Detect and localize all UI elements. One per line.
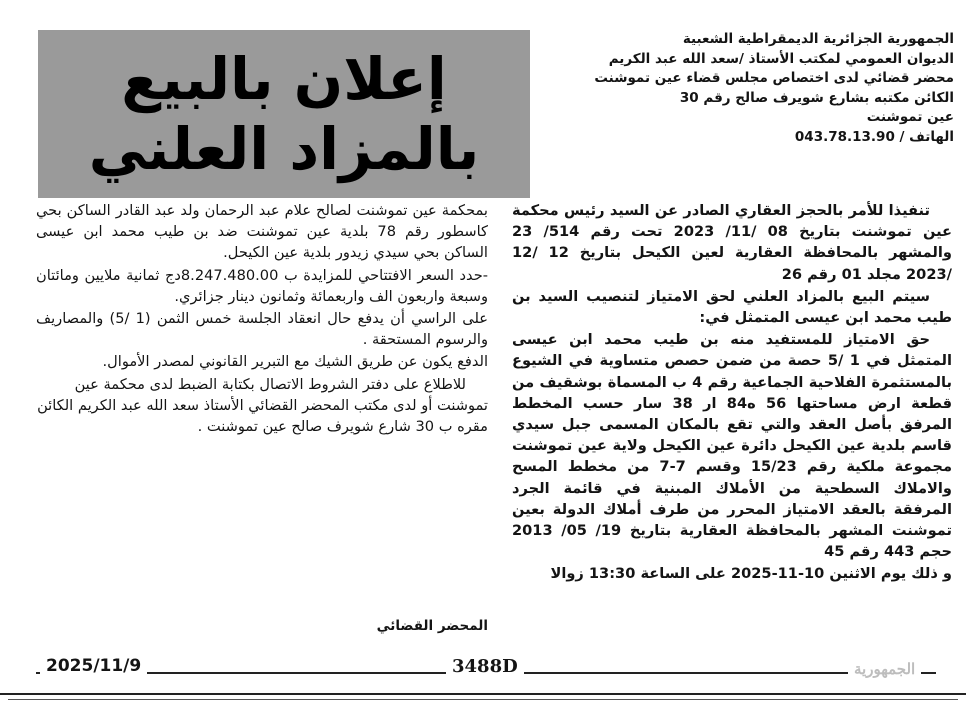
header-line-address: الكائن مكتبه بشارع شويرف صالح رقم 30 — [679, 89, 954, 106]
paragraph-seizure-order: تنفيذا للأمر بالحجز العقاري الصادر عن السيد رئيس محكمة عين تموشنت بتاريخ 08 /11/ 2023 تحت رقم 514/ 23 والمشهر بالمحافظة العقارية لعين الكيحل بتاريخ 12 /12 /2023 مجلد 01 رقم 26 — [512, 202, 953, 283]
paragraph-property-description: حق الامتياز للمستفيد منه بن طيب محمد ابن عيسى المتمثل في 1 /5 حصة من ضمن حصص متساوية في الشيوع بالمستثمرة الفلاحية الجماعية رقم 4 ب المسماة بوشقيف من قطعة ارض مساحتها 56 ه84 ار 38 سار حسب المخطط المرفق بأصل العقد والتي تقع بالمكان المسمى جبل سيدي قاسم بلدية عين الكيحل دائرة عين الكيحل ولاية عين تموشنت مجموعة ملكية رقم 15/23 وقسم 7-7 من مخطط المسح والاملاك السطحية من الأملاك المبنية في قائمة الجرد المرفقة بالعقد الامتياز المحرر من طرف أملاك الدولة بعين تموشنت المشهر بالمحافظة العقارية بتاريخ 19/ 05/ 2013 حجم 443 رقم 45 — [512, 331, 953, 561]
announcement-title-box — [38, 30, 530, 198]
header-line-office: الديوان العمومي لمكتب الأستاذ /سعد الله عبد الكريم — [608, 50, 954, 67]
issuer-header — [514, 30, 954, 148]
paragraph-sale-date: و ذلك يوم الاثنين 10-11-2025 على الساعة 13:30 زوالا — [550, 565, 952, 583]
paragraph-conditions-contact: للاطلاع على دفتر الشروط الاتصال بكتابة الضبط لدى محكمة عين تموشنت أو لدى مكتب المحضر القضائي الأستاذ سعد الله عبد الكريم الكائن مقره ب 30 شارع شويرف صالح عين تموشنت . — [37, 375, 488, 436]
newspaper-logo: الجمهورية — [848, 660, 921, 678]
header-line-republic: الجمهورية الجزائرية الديمقراطية الشعبية — [682, 31, 954, 47]
footer-date: 2025/11/9 — [40, 656, 147, 676]
right-column — [512, 200, 952, 586]
paragraph-payment-method: الدفع يكون عن طريق الشيك مع التبرير القانوني لمصدر الأموال. — [102, 353, 488, 371]
paragraph-court-parties: بمحكمة عين تموشنت لصالح علام عبد الرحمان ولد عبد القادر الساكن بحي كاسطور رقم 78 بلدية عين تموشنت ضد بن طيب محمد ابن عيسى الساكن بحي سيدي زيدور بلدية عين الكيحل. — [36, 202, 488, 262]
title-line-auction: بالمزاد العلني — [88, 115, 480, 183]
header-line-city: عين تموشنت — [866, 109, 954, 126]
header-line-bailiff: محضر قضائي لدى اختصاص مجلس قضاء عين تموشنت — [594, 70, 954, 87]
bailiff-signature — [36, 618, 488, 634]
paragraph-payment-share: على الراسي أن يدفع حال انعقاد الجلسة خمس الثمن (1 /5) والمصاريف والرسوم المستحقة . — [36, 310, 488, 349]
title-line-sale: إعلان بالبيع — [121, 45, 447, 113]
signature-label: المحضر القضائي — [376, 618, 488, 634]
footer-issue-number: 3488D — [446, 656, 524, 677]
paragraph-sale-notice: سيتم البيع بالمزاد العلني لحق الامتياز لتنصيب السيد بن طيب محمد ابن عيسى المتمثل في: — [512, 287, 952, 327]
left-column — [36, 200, 488, 438]
header-phone: الهاتف / 043.78.13.90 — [794, 128, 954, 145]
paragraph-opening-price: -حدد السعر الافتتاحي للمزايدة ب 8.247.480.00دج ثمانية ملايين ومائتان وسبعة واربعون الف واربعمائة وثمانون دينار جزائري. — [36, 266, 488, 305]
